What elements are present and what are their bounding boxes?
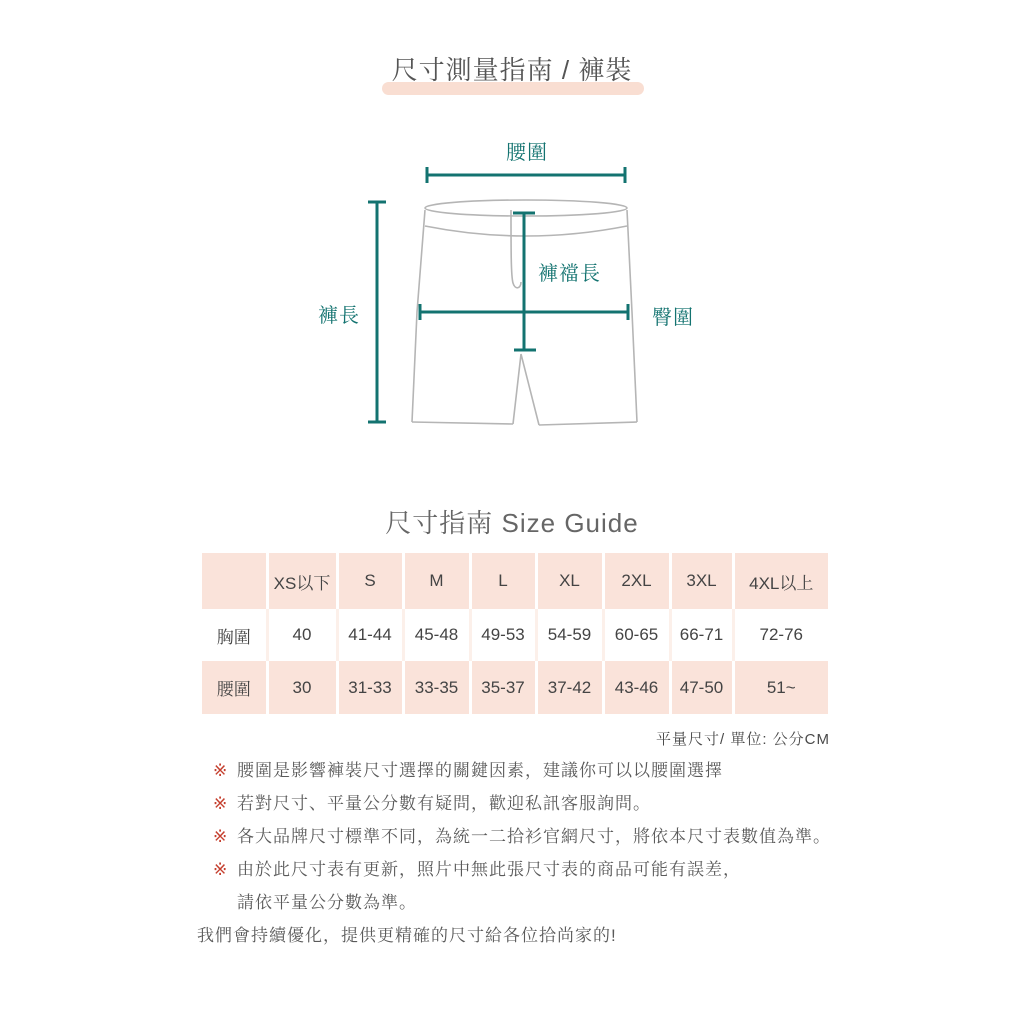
header-cell-2xl: 2XL [603, 553, 670, 609]
header-cell-l: L [470, 553, 536, 609]
waist-value: 30 [267, 661, 337, 714]
row-label-chest: 胸圍 [202, 609, 267, 661]
waist-label: 腰圍 [506, 142, 548, 164]
waist-value: 31-33 [337, 661, 403, 714]
chest-value: 60-65 [603, 609, 670, 661]
waist-measure-line [427, 167, 625, 183]
note-item [213, 760, 853, 781]
waist-value: 37-42 [536, 661, 603, 714]
note-item [213, 859, 853, 880]
chest-value: 66-71 [670, 609, 733, 661]
pant-length-measure-line [368, 202, 386, 422]
header-cell-3xl: 3XL [670, 553, 733, 609]
closing-note-text: 我們會持續優化，提供更精確的尺寸給各位拾尚家的! [197, 926, 617, 945]
chest-value: 54-59 [536, 609, 603, 661]
measurement-unit-note: 平量尺寸/ 單位: 公分CM [656, 731, 830, 748]
header-cell-empty [202, 553, 267, 609]
note-text: 腰圍是影響褲裝尺寸選擇的關鍵因素，建議你可以以腰圍選擇 [237, 761, 723, 780]
chest-value: 45-48 [403, 609, 470, 661]
table-row-waist [202, 661, 828, 714]
note-text: 由於此尺寸表有更新，照片中無此張尺寸表的商品可能有誤差， [237, 860, 741, 879]
note-mark-icon: ※ [213, 860, 228, 879]
header-cell-4xl: 4XL以上 [733, 553, 828, 609]
note-text: 若對尺寸、平量公分數有疑問，歡迎私訊客服詢問。 [237, 794, 651, 813]
chest-value: 40 [267, 609, 337, 661]
note-text: 各大品牌尺寸標準不同，為統一二拾衫官網尺寸，將依本尺寸表數值為準。 [237, 827, 831, 846]
shorts-diagram-svg [300, 130, 730, 460]
size-guide-heading: 尺寸指南 Size Guide [385, 508, 639, 538]
pants-measurement-diagram [300, 130, 730, 460]
page-title-text: 尺寸測量指南 / 褲裝 [391, 55, 633, 85]
note-mark-icon: ※ [213, 827, 228, 846]
note-mark-icon: ※ [213, 761, 228, 780]
note-item [213, 826, 853, 847]
waist-value: 51~ [733, 661, 828, 714]
page-title [392, 50, 633, 87]
page-title-wrap [0, 50, 1024, 87]
note-item-continuation [213, 892, 853, 913]
note-mark-icon: ※ [213, 794, 228, 813]
size-table [202, 553, 828, 714]
crotch-length-label: 褲襠長 [538, 263, 601, 285]
chest-value: 41-44 [337, 609, 403, 661]
waist-value: 47-50 [670, 661, 733, 714]
row-label-waist: 腰圍 [202, 661, 267, 714]
header-cell-s: S [337, 553, 403, 609]
closing-note [197, 925, 853, 946]
table-row-chest [202, 609, 828, 661]
chest-value: 49-53 [470, 609, 536, 661]
note-item [213, 793, 853, 814]
size-table-header-row [202, 553, 828, 609]
waist-value: 43-46 [603, 661, 670, 714]
waist-value: 35-37 [470, 661, 536, 714]
header-cell-m: M [403, 553, 470, 609]
pant-length-label: 褲長 [318, 305, 360, 327]
header-cell-xs: XS以下 [267, 553, 337, 609]
notes-section [197, 760, 853, 958]
chest-value: 72-76 [733, 609, 828, 661]
crotch-length-measure-line [513, 213, 536, 350]
header-cell-xl: XL [536, 553, 603, 609]
note-text: 請依平量公分數為準。 [237, 893, 417, 912]
hip-label: 臀圍 [652, 307, 694, 329]
waist-value: 33-35 [403, 661, 470, 714]
